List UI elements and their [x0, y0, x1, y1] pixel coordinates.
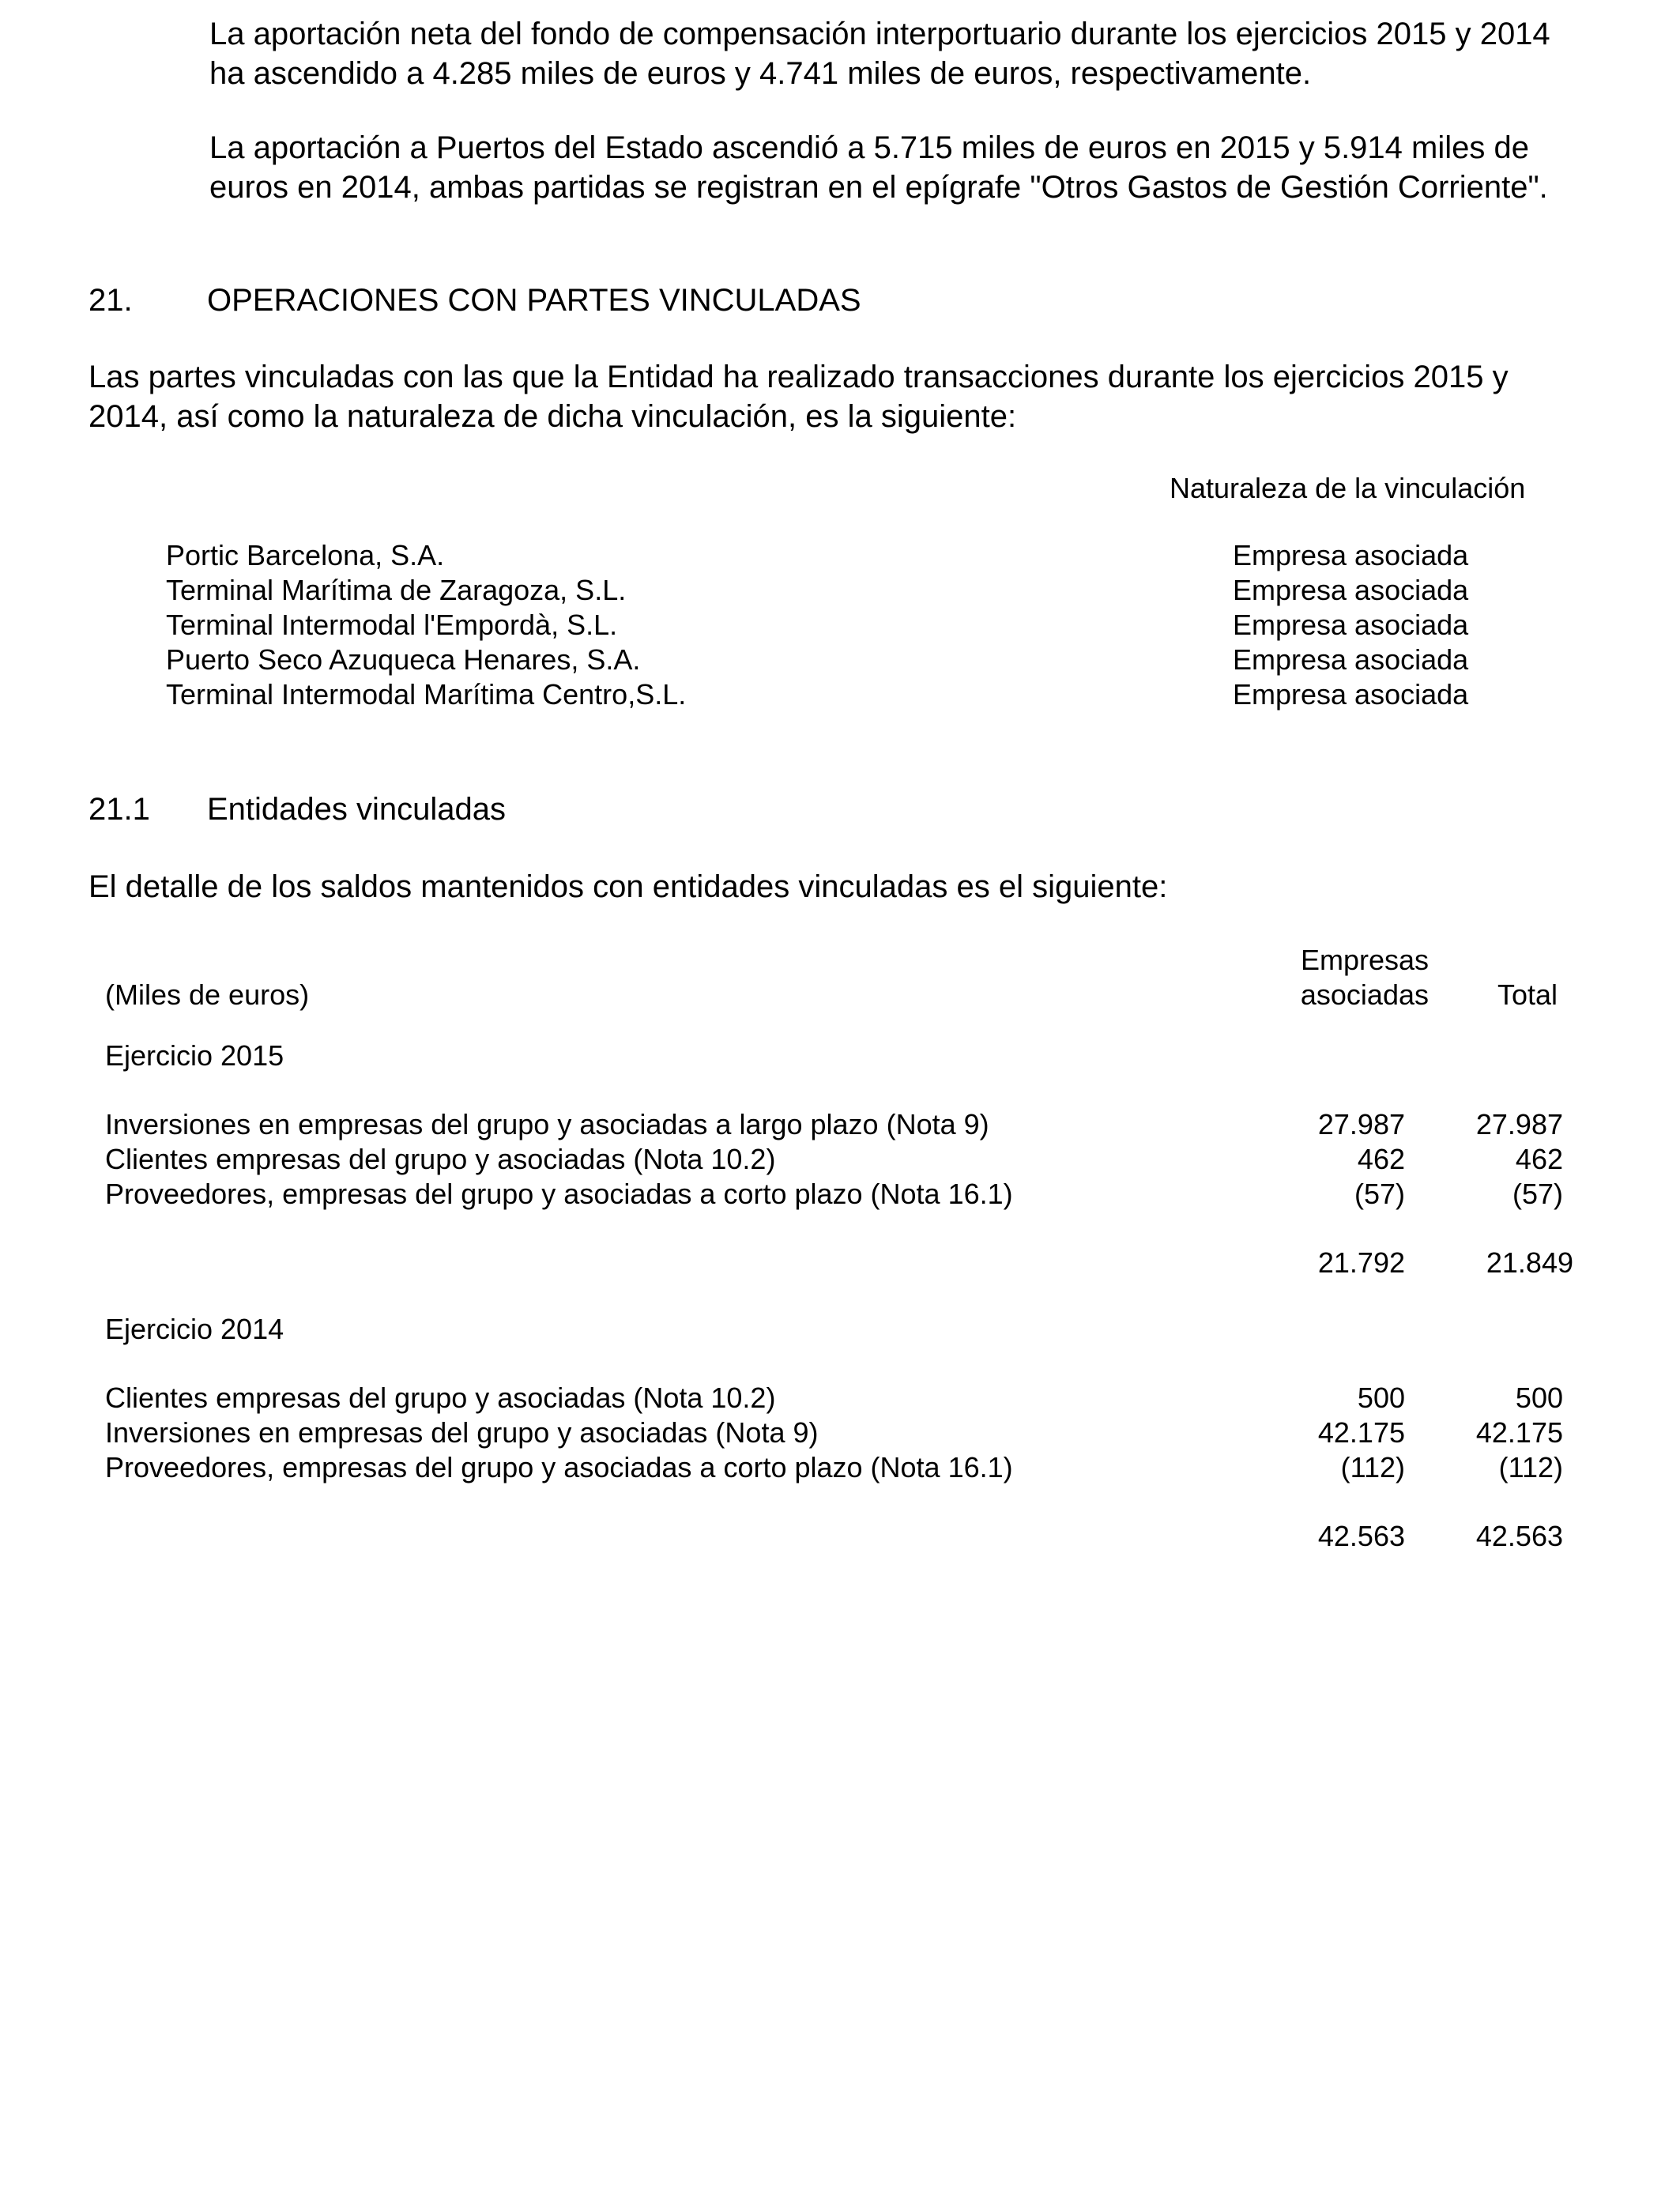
table-row-associated: (57)	[1354, 1178, 1405, 1210]
section-21-1-title: Entidades vinculadas	[207, 792, 507, 827]
table-row-concept: Clientes empresas del grupo y asociadas (Nota 10.2)	[105, 1382, 776, 1414]
list-item-entity: Puerto Seco Azuqueca Henares, S.A.	[166, 643, 641, 676]
table-row-concept: Inversiones en empresas del grupo y asociadas a largo plazo (Nota 9)	[105, 1108, 989, 1140]
intro-paragraph-2-line-1: La aportación a Puertos del Estado ascendió a 5.715 miles de euros en 2015 y 5.914 miles de	[209, 130, 1529, 165]
list-item-entity: Terminal Intermodal Marítima Centro,S.L.	[166, 678, 687, 711]
list-item-entity: Terminal Marítima de Zaragoza, S.L.	[166, 574, 627, 606]
table-row-total: 462	[1515, 1143, 1563, 1175]
intro-paragraph-2-line-2: euros en 2014, ambas partidas se registran en el epígrafe "Otros Gastos de Gestión Corriente".	[209, 170, 1548, 205]
year-2014-total-total: 42.563	[1475, 1520, 1563, 1552]
header-associated-line-2: asociadas	[1300, 978, 1429, 1011]
list-item-nature: Empresa asociada	[1233, 539, 1469, 571]
table-row-associated: 500	[1357, 1382, 1405, 1414]
section-21-1-number: 21.1	[89, 792, 150, 827]
section-21-paragraph-line-2: 2014, así como la naturaleza de dicha vinculación, es la siguiente:	[89, 399, 1017, 434]
list-item-nature: Empresa asociada	[1233, 643, 1469, 676]
table-row-associated: 462	[1357, 1143, 1405, 1175]
table-row-associated: (112)	[1340, 1451, 1405, 1483]
table-row-total: 500	[1515, 1382, 1563, 1414]
list-item-nature: Empresa asociada	[1233, 609, 1469, 641]
list-item-entity: Terminal Intermodal l'Empordà, S.L.	[166, 609, 618, 641]
intro-paragraph-1-line-1: La aportación neta del fondo de compensación interportuario durante los ejercicios 2015 y 2014	[209, 17, 1550, 51]
header-associated-line-1: Empresas	[1300, 944, 1429, 976]
unit-label: (Miles de euros)	[105, 978, 310, 1011]
year-2015-total-total: 21.849	[1486, 1246, 1573, 1279]
table-row-concept: Proveedores, empresas del grupo y asociadas a corto plazo (Nota 16.1)	[105, 1451, 1013, 1483]
year-2014-total-associated: 42.563	[1317, 1520, 1405, 1552]
nature-column-header: Naturaleza de la vinculación	[1170, 472, 1526, 504]
header-total: Total	[1497, 978, 1558, 1011]
table-row-total: (57)	[1512, 1178, 1563, 1210]
table-row-associated: 27.987	[1317, 1108, 1405, 1140]
table-row-total: (112)	[1498, 1451, 1563, 1483]
list-item-nature: Empresa asociada	[1233, 678, 1469, 711]
table-row-concept: Inversiones en empresas del grupo y asociadas (Nota 9)	[105, 1416, 819, 1449]
table-row-total: 42.175	[1475, 1416, 1563, 1449]
table-row-concept: Clientes empresas del grupo y asociadas (Nota 10.2)	[105, 1143, 776, 1175]
list-item-entity: Portic Barcelona, S.A.	[166, 539, 445, 571]
table-row-total: 27.987	[1475, 1108, 1563, 1140]
section-21-paragraph-line-1: Las partes vinculadas con las que la Entidad ha realizado transacciones durante los ejercicios 2015 y	[89, 360, 1509, 394]
section-21-number: 21.	[89, 283, 133, 318]
intro-paragraph-1-line-2: ha ascendido a 4.285 miles de euros y 4.741 miles de euros, respectivamente.	[209, 56, 1312, 91]
table-row-associated: 42.175	[1317, 1416, 1405, 1449]
list-item-nature: Empresa asociada	[1233, 574, 1469, 606]
year-2014-label: Ejercicio 2014	[105, 1313, 284, 1345]
year-2015-total-associated: 21.792	[1317, 1246, 1405, 1279]
section-21-title: OPERACIONES CON PARTES VINCULADAS	[207, 283, 861, 318]
year-2015-label: Ejercicio 2015	[105, 1039, 284, 1072]
section-21-1-paragraph: El detalle de los saldos mantenidos con entidades vinculadas es el siguiente:	[89, 869, 1168, 904]
table-row-concept: Proveedores, empresas del grupo y asociadas a corto plazo (Nota 16.1)	[105, 1178, 1013, 1210]
